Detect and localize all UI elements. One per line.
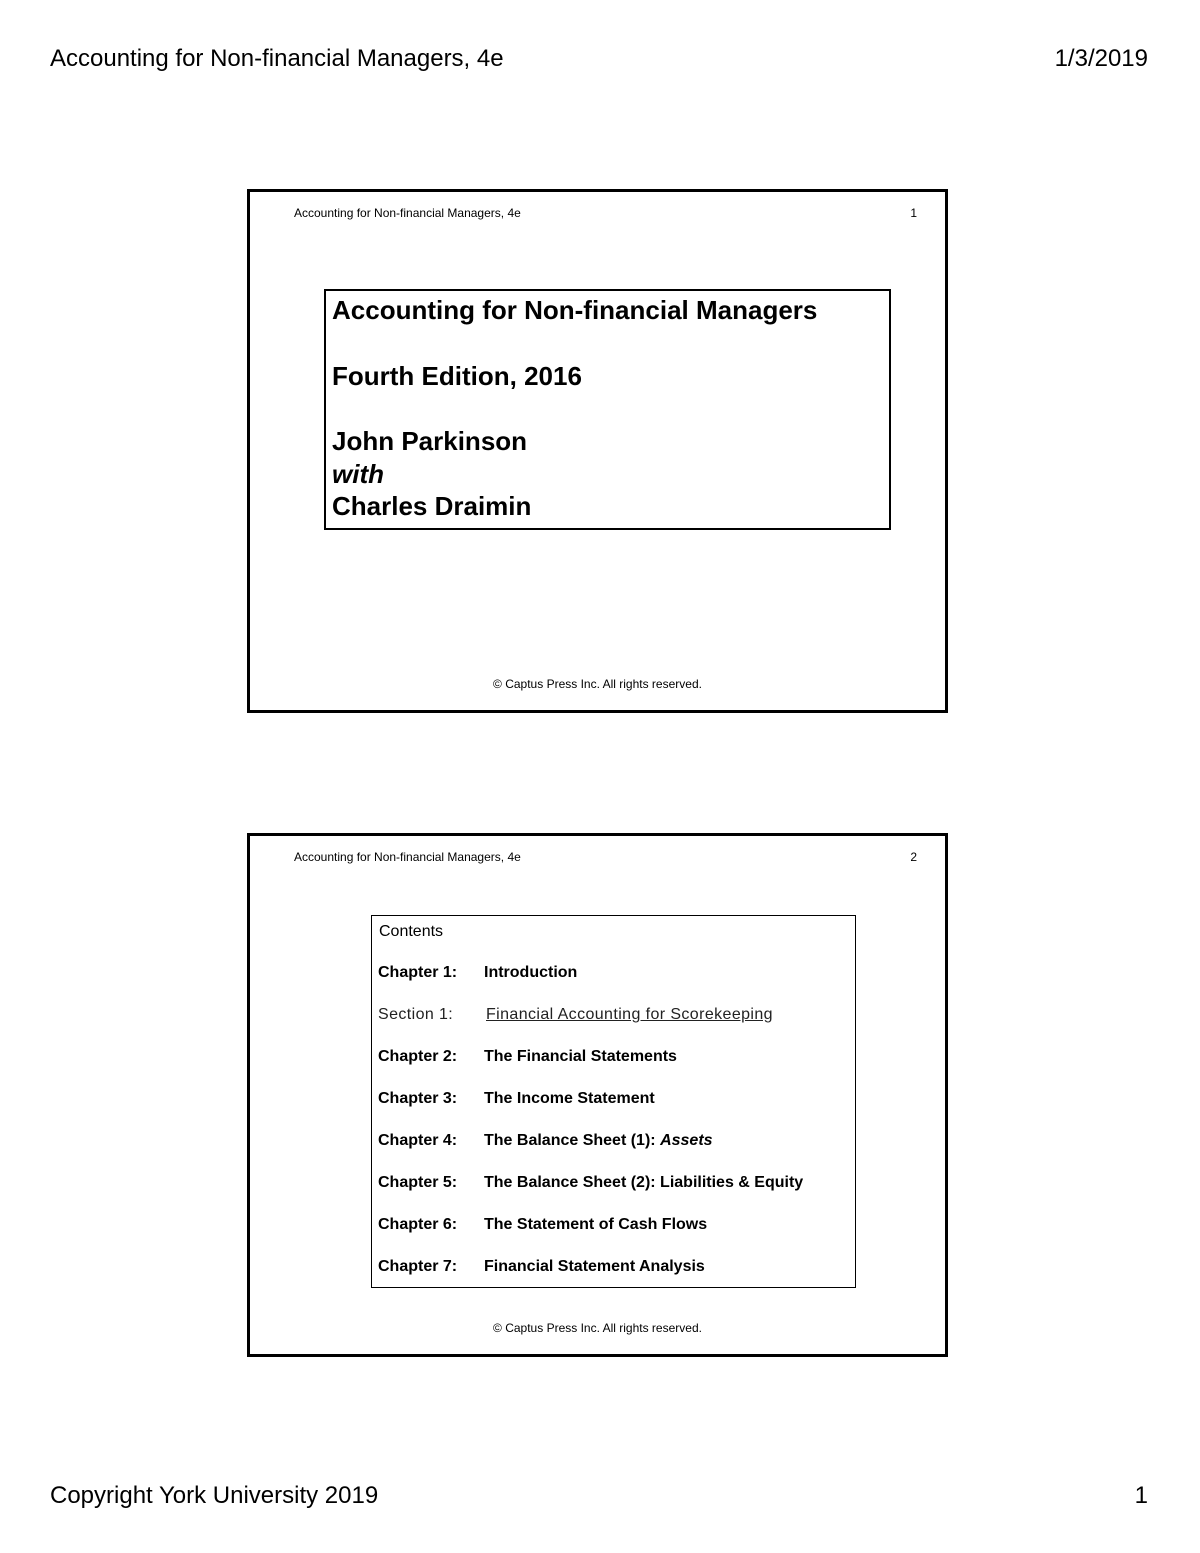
toc-item-number: Chapter 2: <box>378 1048 458 1065</box>
toc-item-title-italic: Assets <box>660 1132 713 1149</box>
toc-item <box>378 1048 677 1066</box>
slide-number: 2 <box>910 850 917 864</box>
toc-item-number: Section 1: <box>378 1006 454 1023</box>
book-title: Accounting for Non-financial Managers <box>332 295 818 325</box>
page-header-title: Accounting for Non-financial Managers, 4e <box>50 45 504 72</box>
author-primary: John Parkinson <box>332 426 528 456</box>
toc-item <box>378 1090 655 1108</box>
toc-item <box>378 964 577 982</box>
toc-section-item <box>378 1006 773 1024</box>
toc-item <box>378 1174 803 1192</box>
toc-item-number: Chapter 6: <box>378 1216 458 1233</box>
slide-header: Accounting for Non-financial Managers, 4e <box>294 850 521 864</box>
toc-item <box>378 1216 707 1234</box>
toc-item-number: Chapter 4: <box>378 1132 458 1149</box>
author-with: with <box>332 458 384 489</box>
page-header-date: 1/3/2019 <box>1054 45 1148 72</box>
toc-item-title: Financial Statement Analysis <box>484 1258 705 1275</box>
toc-item-number: Chapter 7: <box>378 1258 458 1275</box>
toc-item-title: Introduction <box>484 964 578 981</box>
toc-item-number: Chapter 1: <box>378 964 458 981</box>
slide-copyright: © Captus Press Inc. All rights reserved. <box>493 677 702 691</box>
author-secondary: Charles Draimin <box>332 491 532 521</box>
toc-item-title: The Balance Sheet (2): Liabilities & Equity <box>484 1174 804 1191</box>
page-footer-copyright: Copyright York University 2019 <box>50 1482 379 1509</box>
toc-item-number: Chapter 3: <box>378 1090 458 1107</box>
contents-heading: Contents <box>379 923 444 940</box>
toc-item-title: The Balance Sheet (1): <box>484 1132 656 1149</box>
toc-item-title: The Statement of Cash Flows <box>484 1216 708 1233</box>
slide-header: Accounting for Non-financial Managers, 4e <box>294 206 521 220</box>
title-box <box>324 289 891 530</box>
page-number: 1 <box>1134 1482 1148 1509</box>
toc-item <box>378 1132 713 1150</box>
contents-box <box>371 915 856 1288</box>
toc-section-link[interactable]: Financial Accounting for Scorekeeping <box>486 1006 773 1023</box>
toc-item-title: The Financial Statements <box>484 1048 677 1065</box>
slide-copyright: © Captus Press Inc. All rights reserved. <box>493 1321 702 1335</box>
slide-number: 1 <box>910 206 917 220</box>
toc-item <box>378 1258 705 1276</box>
toc-item-title: The Income Statement <box>484 1090 655 1107</box>
slide-2 <box>247 833 948 1357</box>
book-edition: Fourth Edition, 2016 <box>332 360 582 391</box>
slide-1 <box>247 189 948 713</box>
toc-item-number: Chapter 5: <box>378 1174 458 1191</box>
